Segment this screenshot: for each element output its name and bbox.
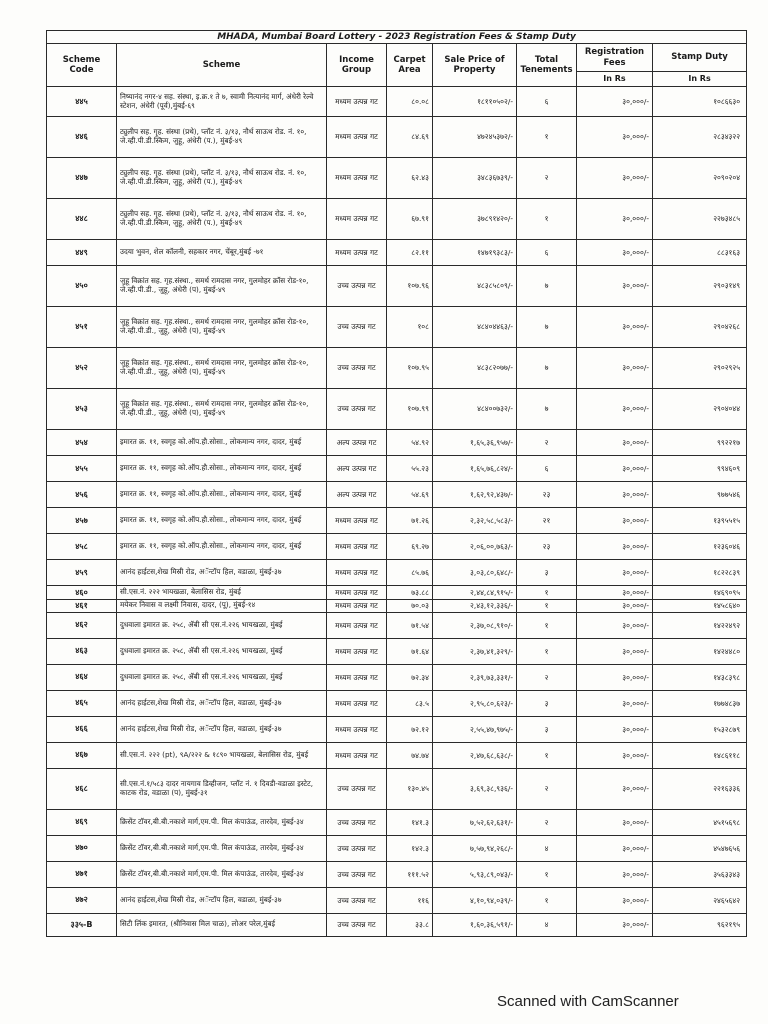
tenements-cell: २१ — [517, 508, 577, 534]
scheme-code-cell: ४५९ — [47, 560, 117, 586]
scheme-code-cell: ४४९ — [47, 240, 117, 266]
tenements-cell: २ — [517, 768, 577, 809]
registration-fee-cell: ३०,०००/- — [577, 266, 653, 307]
table-row — [47, 348, 747, 389]
scheme-cell: मयेकर निवास व लक्ष्मी निवास, दादर, (पू), मुंबई-१४ — [117, 600, 327, 613]
carpet-area-cell: ३३.८ — [387, 913, 433, 936]
tenements-cell: १ — [517, 199, 577, 240]
carpet-area-cell: ७२.३४ — [387, 664, 433, 690]
carpet-area-cell: ५४.९२ — [387, 430, 433, 456]
carpet-area-cell: ११६ — [387, 887, 433, 913]
tenements-cell: १ — [517, 742, 577, 768]
scheme-cell: इमारत क्र. ११, स्वगृह को.ऑप.हौ.सोसा., लोकमान्य नगर, दादर, मुंबई — [117, 456, 327, 482]
table-row — [47, 913, 747, 936]
scheme-code-cell: ४६१ — [47, 600, 117, 613]
income-group-cell: मध्यम उत्पन्न गट — [327, 534, 387, 560]
stamp-duty-cell: २९०४०४४ — [653, 389, 747, 430]
income-group-cell: उच्च उत्पन्न गट — [327, 307, 387, 348]
table-row — [47, 117, 747, 158]
scheme-code-cell: ४६३ — [47, 638, 117, 664]
table-row — [47, 612, 747, 638]
tenements-cell: २ — [517, 158, 577, 199]
stamp-duty-cell: २९०४२६८ — [653, 307, 747, 348]
scheme-code-cell: ४६६ — [47, 716, 117, 742]
scheme-code-cell: ४५० — [47, 266, 117, 307]
carpet-area-cell: ७२.१२ — [387, 716, 433, 742]
stamp-duty-cell: १५३२८७९ — [653, 716, 747, 742]
scheme-cell: आनंद हाईटस,शेख मिस्री रोड, अॅन्टॉप हिल, वडाळा, मुंबई-३७ — [117, 887, 327, 913]
registration-fee-cell: ३०,०००/- — [577, 348, 653, 389]
income-group-cell: उच्च उत्पन्न गट — [327, 887, 387, 913]
tenements-cell: ७ — [517, 266, 577, 307]
scheme-code-cell: ४६० — [47, 586, 117, 600]
sale-price-cell: २,४४,८४,९१५/- — [433, 586, 517, 600]
income-group-cell: मध्यम उत्पन्न गट — [327, 199, 387, 240]
table-row — [47, 690, 747, 716]
tenements-cell: ३ — [517, 690, 577, 716]
scheme-cell: निष्यानंद नगर-४ सह. संस्था, इ.क्र.१ ते ७, स्वामी नित्यानंद मार्ग, अंधेरी रेल्वे स्टेशन, अंधेरी (पूर्व),मुंबई-६९ — [117, 87, 327, 117]
registration-fee-cell: ३०,०००/- — [577, 664, 653, 690]
carpet-area-cell: १०८ — [387, 307, 433, 348]
tenements-cell: २ — [517, 809, 577, 835]
scheme-cell: आनंद हाईटस,शेख मिस्री रोड, अॅन्टॉप हिल, वडाळा, मुंबई-३७ — [117, 560, 327, 586]
carpet-area-cell: ८४.६९ — [387, 117, 433, 158]
income-group-cell: मध्यम उत्पन्न गट — [327, 560, 387, 586]
table-row — [47, 87, 747, 117]
scheme-code-cell: ४५२ — [47, 348, 117, 389]
scheme-code-cell: ४४६ — [47, 117, 117, 158]
scheme-cell: जुहू विक्रांत सह. गृह.संस्था., समर्थ रामदास नगर, गुलमोहर क्रॉस रोड-१०, जे.व्ही.पी.डी., जुहू, अंधेरी (प), मुंबई-४९ — [117, 389, 327, 430]
income-group-cell: मध्यम उत्पन्न गट — [327, 158, 387, 199]
scheme-code-cell: ४६५ — [47, 690, 117, 716]
scheme-code-cell: ४४५ — [47, 87, 117, 117]
scheme-code-cell: ४५८ — [47, 534, 117, 560]
sale-price-cell: ३४८३६७३९/- — [433, 158, 517, 199]
carpet-area-cell: ६९.२७ — [387, 534, 433, 560]
header-income-group: Income Group — [327, 44, 387, 87]
registration-fee-cell: ३०,०००/- — [577, 508, 653, 534]
scheme-code-cell: ४५५ — [47, 456, 117, 482]
income-group-cell: उच्च उत्पन्न गट — [327, 348, 387, 389]
carpet-area-cell: ७१.५४ — [387, 612, 433, 638]
sale-price-cell: १४७१९३८३/- — [433, 240, 517, 266]
income-group-cell: उच्च उत्पन्न गट — [327, 835, 387, 861]
header-scheme-code: Scheme Code — [47, 44, 117, 87]
scheme-cell: क्रिसेंट टॉवर,बी.बी.नकाशे मार्ग,एम.पी. मिल कंपाऊंड, तारदेव, मुंबई-३४ — [117, 809, 327, 835]
carpet-area-cell: ५५.२३ — [387, 456, 433, 482]
income-group-cell: उच्च उत्पन्न गट — [327, 913, 387, 936]
registration-fee-cell: ३०,०००/- — [577, 716, 653, 742]
stamp-duty-cell: १४२४४८० — [653, 638, 747, 664]
header-sale-price: Sale Price of Property — [433, 44, 517, 87]
stamp-duty-cell: ९७७५४६ — [653, 482, 747, 508]
registration-fee-cell: ३०,०००/- — [577, 638, 653, 664]
registration-fee-cell: ३०,०००/- — [577, 768, 653, 809]
carpet-area-cell: १०७.९९ — [387, 389, 433, 430]
tenements-cell: १ — [517, 117, 577, 158]
carpet-area-cell: १११.५२ — [387, 861, 433, 887]
tenements-cell: २३ — [517, 482, 577, 508]
scheme-cell: क्रिसेंट टॉवर,बी.बी.नकाशे मार्ग,एम.पी. मिल कंपाऊंड, तारदेव, मुंबई-३४ — [117, 835, 327, 861]
scheme-cell: सिटी लिंक इमारत, (श्रीनिवास मिल चाळ), लोअर परेल,मुंबई — [117, 913, 327, 936]
tenements-cell: २ — [517, 430, 577, 456]
scheme-code-cell: ४७१ — [47, 861, 117, 887]
document-sheet — [46, 30, 746, 937]
registration-fee-cell: ३०,०००/- — [577, 430, 653, 456]
income-group-cell: मध्यम उत्पन्न गट — [327, 87, 387, 117]
scheme-code-cell: ४४८ — [47, 199, 117, 240]
carpet-area-cell: ८५.७६ — [387, 560, 433, 586]
registration-fee-cell: ३०,०००/- — [577, 456, 653, 482]
income-group-cell: मध्यम उत्पन्न गट — [327, 690, 387, 716]
sale-price-cell: २,४३,१२,३३६/- — [433, 600, 517, 613]
stamp-duty-cell: १८२२८३९ — [653, 560, 747, 586]
sale-price-cell: ४७२४५३७२/- — [433, 117, 517, 158]
registration-fee-cell: ३०,०००/- — [577, 600, 653, 613]
scheme-code-cell: ४५७ — [47, 508, 117, 534]
registration-fee-cell: ३०,०००/- — [577, 913, 653, 936]
sale-price-cell: ३,६९,३८,९३६/- — [433, 768, 517, 809]
sale-price-cell: ४८४०४४६३/- — [433, 307, 517, 348]
stamp-duty-cell: २०९०२०४ — [653, 158, 747, 199]
tenements-cell: ६ — [517, 87, 577, 117]
tenements-cell: ३ — [517, 560, 577, 586]
tenements-cell: १ — [517, 600, 577, 613]
sale-price-cell: १,६५,७६,८२४/- — [433, 456, 517, 482]
scanner-watermark: Scanned with CamScanner — [497, 993, 679, 1010]
scheme-cell: आनंद हाईटस,शेख मिस्री रोड, अॅन्टॉप हिल, वडाळा, मुंबई-३७ — [117, 716, 327, 742]
registration-fee-cell: ३०,०००/- — [577, 612, 653, 638]
sale-price-cell: ४८४००७३२/- — [433, 389, 517, 430]
income-group-cell: मध्यम उत्पन्न गट — [327, 612, 387, 638]
tenements-cell: २ — [517, 664, 577, 690]
stamp-duty-cell: १७७४८३७ — [653, 690, 747, 716]
income-group-cell: अल्प उत्पन्न गट — [327, 430, 387, 456]
table-row — [47, 638, 747, 664]
income-group-cell: अल्प उत्पन्न गट — [327, 456, 387, 482]
scheme-code-cell: ३३५-B — [47, 913, 117, 936]
sale-price-cell: २,९५,८०,६२३/- — [433, 690, 517, 716]
scheme-cell: ट्युलीप सह. गृह. संस्था (प्रथे), प्लॉट नं. ३/१३, नौर्थ साऊथ रोड. नं. १०, जे.व्ही.पी.डी.स्किम, जुहू, अंधेरी (प.), मुंबई-४९ — [117, 199, 327, 240]
sale-price-cell: २,३९,७३,३३१/- — [433, 664, 517, 690]
sale-price-cell: २,५५,४७,९७५/- — [433, 716, 517, 742]
header-fees-unit: In Rs — [577, 72, 653, 87]
carpet-area-cell: ७१.२६ — [387, 508, 433, 534]
tenements-cell: १ — [517, 586, 577, 600]
table-row — [47, 560, 747, 586]
registration-fee-cell: ३०,०००/- — [577, 809, 653, 835]
table-row — [47, 716, 747, 742]
scheme-code-cell: ४५३ — [47, 389, 117, 430]
stamp-duty-cell: ३५६३३४३ — [653, 861, 747, 887]
stamp-duty-cell: १४५८६४० — [653, 600, 747, 613]
stamp-duty-cell: १०८६६३० — [653, 87, 747, 117]
scheme-cell: सी.एस.नं.१/५८३ दादर नायगाव डिव्हीजन, प्लॉट नं. १ दिवडी-वडाळा इस्टेट, काटक रोड, वडाळा (प), मुंबई-३१ — [117, 768, 327, 809]
income-group-cell: मध्यम उत्पन्न गट — [327, 600, 387, 613]
scheme-cell: सी.एस.नं. २२२ भायखळा, बेलासिस रोड, मुंबई — [117, 586, 327, 600]
stamp-duty-cell: ४५४७६५६ — [653, 835, 747, 861]
table-row — [47, 835, 747, 861]
scheme-code-cell: ४६७ — [47, 742, 117, 768]
tenements-cell: १ — [517, 887, 577, 913]
table-row — [47, 586, 747, 600]
header-registration-fees: Registration Fees — [577, 44, 653, 72]
stamp-duty-cell: ९६२१९५ — [653, 913, 747, 936]
carpet-area-cell: ७१.६४ — [387, 638, 433, 664]
carpet-area-cell: ७४.७४ — [387, 742, 433, 768]
table-row — [47, 809, 747, 835]
tenements-cell: ४ — [517, 835, 577, 861]
registration-fee-cell: ३०,०००/- — [577, 389, 653, 430]
scheme-code-cell: ४७० — [47, 835, 117, 861]
sale-price-cell: ४,१०,९४,०३९/- — [433, 887, 517, 913]
tenements-cell: २३ — [517, 534, 577, 560]
sale-price-cell: १८११०५०२/- — [433, 87, 517, 117]
stamp-duty-cell: १४६९०९५ — [653, 586, 747, 600]
registration-fee-cell: ३०,०००/- — [577, 835, 653, 861]
sale-price-cell: ७,५२,६२,६३१/- — [433, 809, 517, 835]
registration-fee-cell: ३०,०००/- — [577, 199, 653, 240]
stamp-duty-cell: २८३४३२२ — [653, 117, 747, 158]
scheme-cell: इमारत क्र. ११, स्वगृह को.ऑप.हौ.सोसा., लोकमान्य नगर, दादर, मुंबई — [117, 430, 327, 456]
table-row — [47, 482, 747, 508]
income-group-cell: मध्यम उत्पन्न गट — [327, 586, 387, 600]
scheme-code-cell: ४६४ — [47, 664, 117, 690]
registration-fee-cell: ३०,०००/- — [577, 861, 653, 887]
income-group-cell: मध्यम उत्पन्न गट — [327, 716, 387, 742]
scheme-code-cell: ४६९ — [47, 809, 117, 835]
registration-fee-cell: ३०,०००/- — [577, 482, 653, 508]
sale-price-cell: ४८३८५८०९/- — [433, 266, 517, 307]
sale-price-cell: २,३२,५८,५८३/- — [433, 508, 517, 534]
tenements-cell: १ — [517, 861, 577, 887]
scheme-cell: दुधवाला इमारत क्र. २५८, ॲबी सी एस.नं.२२६ भायखळा, मुंबई — [117, 638, 327, 664]
registration-fee-cell: ३०,०००/- — [577, 158, 653, 199]
stamp-duty-cell: १४८६११८ — [653, 742, 747, 768]
header-stamp-unit: In Rs — [653, 72, 747, 87]
table-row — [47, 742, 747, 768]
sale-price-cell: ३७८९१४२०/- — [433, 199, 517, 240]
tenements-cell: १ — [517, 638, 577, 664]
tenements-cell: ७ — [517, 307, 577, 348]
sale-price-cell: ७,५७,९४,२६८/- — [433, 835, 517, 861]
registration-fee-cell: ३०,०००/- — [577, 742, 653, 768]
tenements-cell: ३ — [517, 716, 577, 742]
table-row — [47, 768, 747, 809]
stamp-duty-cell: १२३६०४६ — [653, 534, 747, 560]
scheme-cell: जुहू विक्रांत सह. गृह.संस्था., समर्थ रामदास नगर, गुलमोहर क्रॉस रोड-१०, जे.व्ही.पी.डी., जुहू, अंधेरी (प), मुंबई-४९ — [117, 307, 327, 348]
stamp-duty-cell: १४३८३९८ — [653, 664, 747, 690]
table-title: MHADA, Mumbai Board Lottery - 2023 Registration Fees & Stamp Duty — [47, 31, 747, 44]
registration-fee-cell: ३०,०००/- — [577, 117, 653, 158]
header-scheme: Scheme — [117, 44, 327, 87]
scheme-code-cell: ४५१ — [47, 307, 117, 348]
stamp-duty-cell: ९९२२१७ — [653, 430, 747, 456]
registration-fee-cell: ३०,०००/- — [577, 690, 653, 716]
income-group-cell: मध्यम उत्पन्न गट — [327, 664, 387, 690]
stamp-duty-cell: ९९४६०९ — [653, 456, 747, 482]
scheme-cell: जुहू विक्रांत सह. गृह.संस्था., समर्थ रामदास नगर, गुलमोहर क्रॉस रोड-१०, जे.व्ही.पी.डी., जुहू, अंधेरी (प), मुंबई-४९ — [117, 348, 327, 389]
fees-table — [46, 30, 747, 937]
sale-price-cell: २,३७,४१,३२९/- — [433, 638, 517, 664]
sale-price-cell: २,३७,०८,९१०/- — [433, 612, 517, 638]
scheme-cell: दुधवाला इमारत क्र. २५८, ॲबी सी एस.नं.२२६ भायखळा, मुंबई — [117, 664, 327, 690]
income-group-cell: उच्च उत्पन्न गट — [327, 266, 387, 307]
stamp-duty-cell: २४६५६४२ — [653, 887, 747, 913]
income-group-cell: मध्यम उत्पन्न गट — [327, 742, 387, 768]
sale-price-cell: ३,०३,८०,६४८/- — [433, 560, 517, 586]
stamp-duty-cell: ८८३१६३ — [653, 240, 747, 266]
scheme-cell: उदया भुवन, शेल कॉलनी, सहकार नगर, चेंबूर,मुंबई -७१ — [117, 240, 327, 266]
tenements-cell: ७ — [517, 348, 577, 389]
stamp-duty-cell: १३९५५१५ — [653, 508, 747, 534]
stamp-duty-cell: २२१६३३६ — [653, 768, 747, 809]
carpet-area-cell: ८२.११ — [387, 240, 433, 266]
income-group-cell: उच्च उत्पन्न गट — [327, 861, 387, 887]
income-group-cell: उच्च उत्पन्न गट — [327, 809, 387, 835]
scheme-cell: इमारत क्र. ११, स्वगृह को.ऑप.हौ.सोसा., लोकमान्य नगर, दादर, मुंबई — [117, 534, 327, 560]
carpet-area-cell: ७३.८८ — [387, 586, 433, 600]
income-group-cell: उच्च उत्पन्न गट — [327, 768, 387, 809]
table-row — [47, 389, 747, 430]
sale-price-cell: ५,९३,८९,०४३/- — [433, 861, 517, 887]
registration-fee-cell: ३०,०००/- — [577, 87, 653, 117]
income-group-cell: उच्च उत्पन्न गट — [327, 389, 387, 430]
carpet-area-cell: १०७.९५ — [387, 348, 433, 389]
scheme-code-cell: ४६२ — [47, 612, 117, 638]
table-row — [47, 861, 747, 887]
sale-price-cell: २,४७,६८,६३८/- — [433, 742, 517, 768]
scheme-code-cell: ४६८ — [47, 768, 117, 809]
scheme-code-cell: ४४७ — [47, 158, 117, 199]
tenements-cell: ४ — [517, 913, 577, 936]
scheme-cell: क्रिसेंट टॉवर,बी.बी.नकाशे मार्ग,एम.पी. मिल कंपाऊंड, तारदेव, मुंबई-३४ — [117, 861, 327, 887]
registration-fee-cell: ३०,०००/- — [577, 586, 653, 600]
scheme-cell: ट्युलीप सह. गृह. संस्था (प्रथे), प्लॉट नं. ३/१३, नौर्थ साऊथ रोड. नं. १०, जे.व्ही.पी.डी.स्किम, जुहू, अंधेरी (प.), मुंबई-४९ — [117, 117, 327, 158]
tenements-cell: ७ — [517, 389, 577, 430]
income-group-cell: मध्यम उत्पन्न गट — [327, 638, 387, 664]
sale-price-cell: १,६०,३६,५९१/- — [433, 913, 517, 936]
table-body — [47, 87, 747, 937]
carpet-area-cell: ८०.०८ — [387, 87, 433, 117]
table-row — [47, 456, 747, 482]
table-row — [47, 158, 747, 199]
tenements-cell: ६ — [517, 240, 577, 266]
income-group-cell: मध्यम उत्पन्न गट — [327, 240, 387, 266]
sale-price-cell: १,६५,३६,९५७/- — [433, 430, 517, 456]
stamp-duty-cell: २२७३४८५ — [653, 199, 747, 240]
table-row — [47, 307, 747, 348]
scheme-cell: दुधवाला इमारत क्र. २५८, ॲबी सी एस.नं.२२६ भायखळा, मुंबई — [117, 612, 327, 638]
scheme-cell: जुहू विक्रांत सह. गृह.संस्था., समर्थ रामदास नगर, गुलमोहर क्रॉस रोड-१०, जे.व्ही.पी.डी., जुहू, अंधेरी (प), मुंबई-४९ — [117, 266, 327, 307]
scheme-code-cell: ४७२ — [47, 887, 117, 913]
sale-price-cell: २,०६,००,७६३/- — [433, 534, 517, 560]
sale-price-cell: ४८३८२०७७/- — [433, 348, 517, 389]
table-row — [47, 266, 747, 307]
income-group-cell: अल्प उत्पन्न गट — [327, 482, 387, 508]
carpet-area-cell: १३०.४५ — [387, 768, 433, 809]
sale-price-cell: १,६२,९२,४३७/- — [433, 482, 517, 508]
carpet-area-cell: ५४.६९ — [387, 482, 433, 508]
scheme-code-cell: ४५६ — [47, 482, 117, 508]
table-row — [47, 430, 747, 456]
carpet-area-cell: १४२.३ — [387, 835, 433, 861]
table-row — [47, 664, 747, 690]
carpet-area-cell: ६७.९१ — [387, 199, 433, 240]
scheme-cell: आनंद हाईटस,शेख मिस्री रोड, अॅन्टॉप हिल, वडाळा, मुंबई-३७ — [117, 690, 327, 716]
carpet-area-cell: ६२.४३ — [387, 158, 433, 199]
header-total-tenements: Total Tenements — [517, 44, 577, 87]
tenements-cell: ६ — [517, 456, 577, 482]
scheme-cell: इमारत क्र. ११, स्वगृह को.ऑप.हौ.सोसा., लोकमान्य नगर, दादर, मुंबई — [117, 482, 327, 508]
scheme-code-cell: ४५४ — [47, 430, 117, 456]
carpet-area-cell: ७०.०३ — [387, 600, 433, 613]
registration-fee-cell: ३०,०००/- — [577, 887, 653, 913]
stamp-duty-cell: २९०२९२५ — [653, 348, 747, 389]
carpet-area-cell: ८३.५ — [387, 690, 433, 716]
carpet-area-cell: १४१.३ — [387, 809, 433, 835]
stamp-duty-cell: १४२२४९२ — [653, 612, 747, 638]
header-stamp-duty: Stamp Duty — [653, 44, 747, 72]
table-row — [47, 199, 747, 240]
table-row — [47, 508, 747, 534]
income-group-cell: मध्यम उत्पन्न गट — [327, 117, 387, 158]
header-carpet-area: Carpet Area — [387, 44, 433, 87]
table-row — [47, 887, 747, 913]
scheme-cell: सी.एस.नं. २२२ (pt), ९A/२२२ & १८९० भायखळा, बेलासिस रोड, मुंबई — [117, 742, 327, 768]
registration-fee-cell: ३०,०००/- — [577, 534, 653, 560]
registration-fee-cell: ३०,०००/- — [577, 307, 653, 348]
stamp-duty-cell: २९०३१४९ — [653, 266, 747, 307]
scheme-cell: इमारत क्र. ११, स्वगृह को.ऑप.हौ.सोसा., लोकमान्य नगर, दादर, मुंबई — [117, 508, 327, 534]
table-row — [47, 600, 747, 613]
tenements-cell: १ — [517, 612, 577, 638]
scheme-cell: ट्युलीप सह. गृह. संस्था (प्रथे), प्लॉट नं. ३/१३, नौर्थ साऊथ रोड. नं. १०, जे.व्ही.पी.डी.स्किम, जुहू, अंधेरी (प.), मुंबई-४९ — [117, 158, 327, 199]
registration-fee-cell: ३०,०००/- — [577, 560, 653, 586]
carpet-area-cell: १०७.९६ — [387, 266, 433, 307]
table-row — [47, 240, 747, 266]
registration-fee-cell: ३०,०००/- — [577, 240, 653, 266]
table-row — [47, 534, 747, 560]
income-group-cell: मध्यम उत्पन्न गट — [327, 508, 387, 534]
stamp-duty-cell: ४५१५६९८ — [653, 809, 747, 835]
